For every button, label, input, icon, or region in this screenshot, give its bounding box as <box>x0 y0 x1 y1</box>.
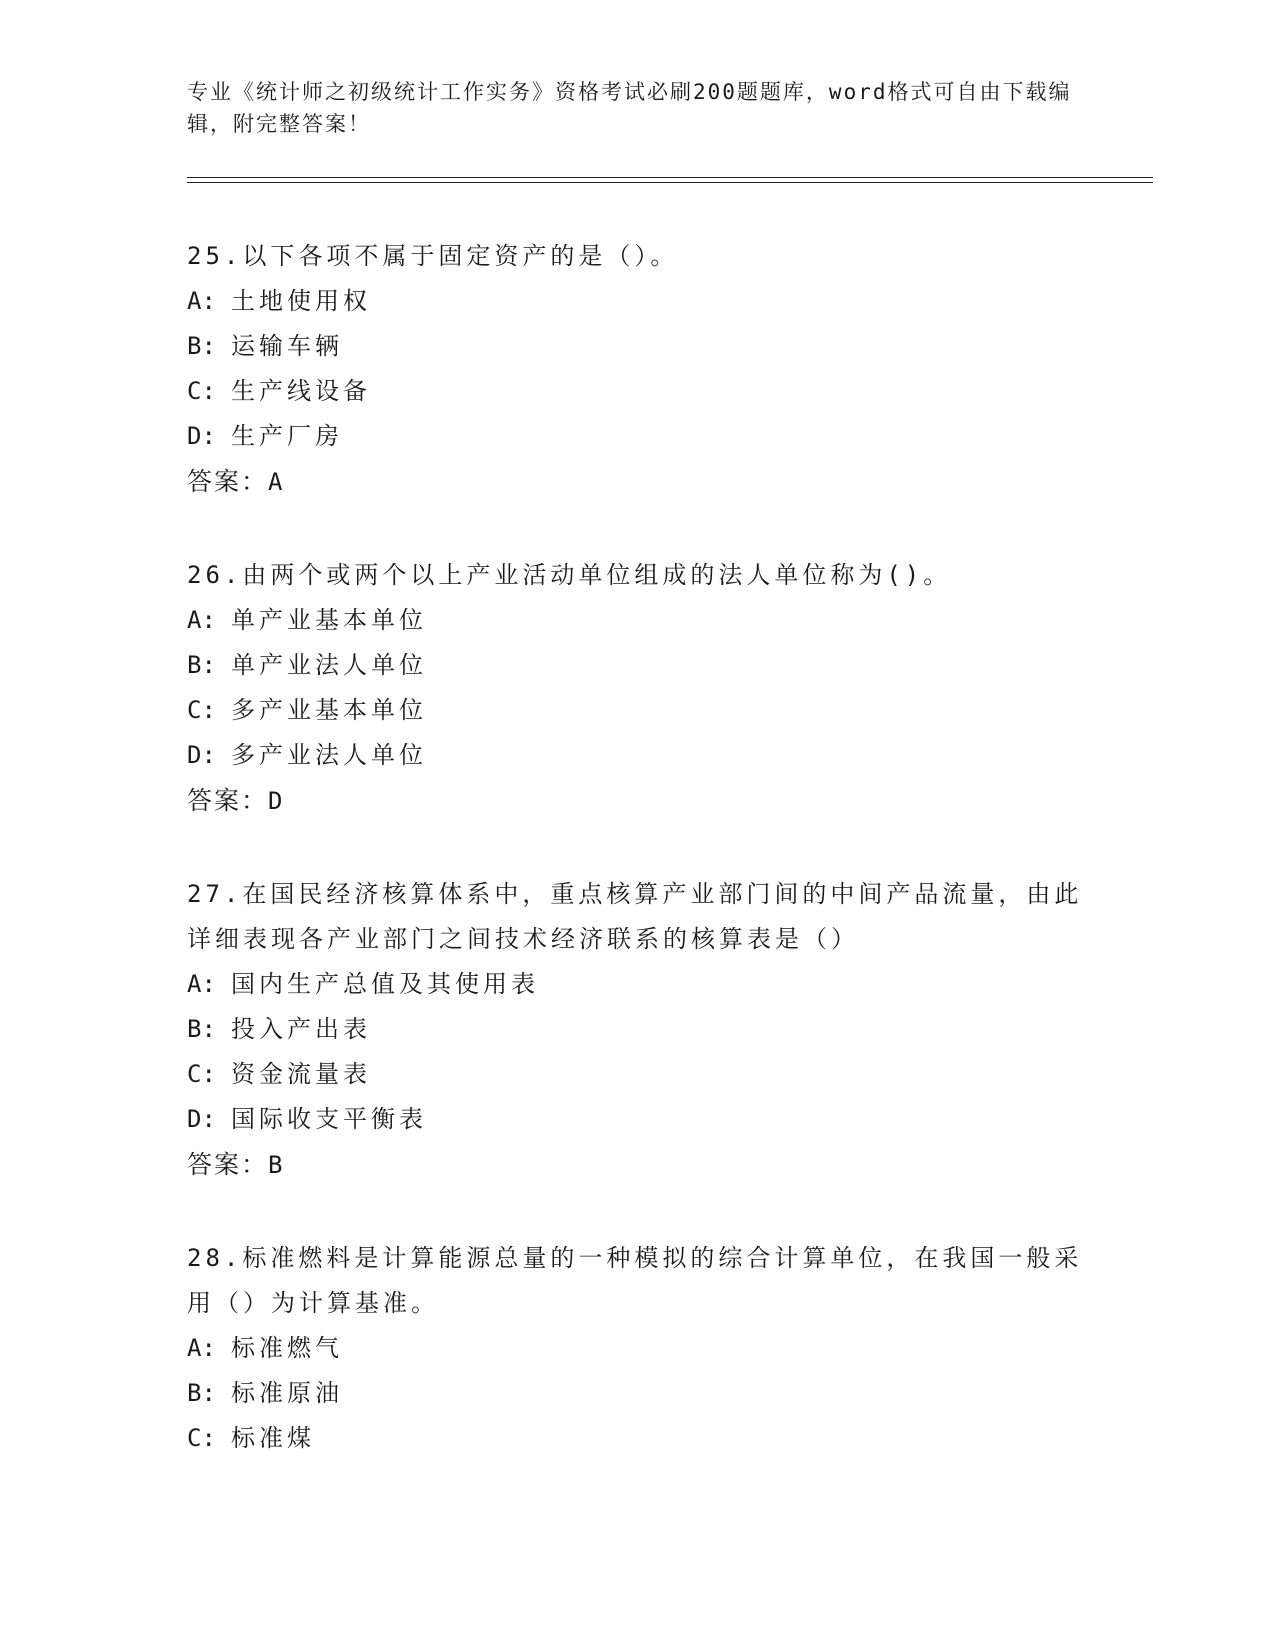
option-d <box>187 733 1087 778</box>
answer-line <box>187 778 1087 824</box>
option-letter: B: <box>187 1015 216 1043</box>
question-26 <box>187 553 1087 824</box>
option-letter: C: <box>187 1424 216 1452</box>
option-text: 资金流量表 <box>231 1060 371 1088</box>
answer-label: 答案： <box>187 467 269 496</box>
answer-line <box>187 459 1087 505</box>
document-header: 专业《统计师之初级统计工作实务》资格考试必刷200题题库，word格式可自由下载编辑，附完整答案！ <box>187 80 1072 136</box>
question-text: 25.以下各项不属于固定资产的是（）。 <box>187 242 679 270</box>
option-a <box>187 1326 1087 1371</box>
header-rule-top <box>187 177 1153 178</box>
question-text: 27.在国民经济核算体系中，重点核算产业部门间的中间产品流量，由此详细表现各产业部门之间技术经济联系的核算表是（） <box>187 880 1083 953</box>
header-rule-bottom <box>187 182 1153 183</box>
option-letter: B: <box>187 1379 216 1407</box>
option-letter: D: <box>187 741 216 769</box>
option-a <box>187 598 1087 643</box>
answer-line <box>187 1142 1087 1188</box>
option-letter: A: <box>187 1334 216 1362</box>
answer-value: A <box>268 468 285 496</box>
option-d <box>187 1097 1087 1142</box>
option-letter: A: <box>187 287 216 315</box>
option-letter: A: <box>187 970 216 998</box>
option-text: 标准原油 <box>231 1379 343 1407</box>
option-b <box>187 643 1087 688</box>
option-text: 生产线设备 <box>231 377 371 405</box>
option-text: 土地使用权 <box>231 287 371 315</box>
option-text: 运输车辆 <box>231 332 343 360</box>
question-text: 28.标准燃料是计算能源总量的一种模拟的综合计算单位，在我国一般采用（）为计算基准。 <box>187 1244 1083 1317</box>
option-b <box>187 1371 1087 1416</box>
option-letter: B: <box>187 651 216 679</box>
option-c <box>187 1052 1087 1097</box>
answer-label: 答案： <box>187 786 269 815</box>
option-text: 单产业法人单位 <box>231 651 427 679</box>
option-b <box>187 1007 1087 1052</box>
option-text: 投入产出表 <box>231 1015 371 1043</box>
option-text: 国际收支平衡表 <box>231 1105 427 1133</box>
option-text: 标准燃气 <box>231 1334 343 1362</box>
option-a <box>187 279 1087 324</box>
option-letter: D: <box>187 422 216 450</box>
answer-label: 答案： <box>187 1150 269 1179</box>
option-letter: A: <box>187 606 216 634</box>
option-text: 生产厂房 <box>231 422 343 450</box>
option-text: 多产业法人单位 <box>231 741 427 769</box>
question-27 <box>187 872 1087 1188</box>
option-b <box>187 324 1087 369</box>
option-letter: D: <box>187 1105 216 1133</box>
option-text: 标准煤 <box>231 1424 315 1452</box>
option-c <box>187 1416 1087 1461</box>
answer-value: B <box>268 1151 285 1179</box>
option-letter: C: <box>187 377 216 405</box>
option-letter: B: <box>187 332 216 360</box>
option-text: 单产业基本单位 <box>231 606 427 634</box>
option-a <box>187 962 1087 1007</box>
option-c <box>187 688 1087 733</box>
question-28 <box>187 1236 1087 1461</box>
answer-value: D <box>268 787 285 815</box>
option-text: 多产业基本单位 <box>231 696 427 724</box>
question-text: 26.由两个或两个以上产业活动单位组成的法人单位称为()。 <box>187 561 952 589</box>
option-text: 国内生产总值及其使用表 <box>231 970 539 998</box>
option-letter: C: <box>187 696 216 724</box>
option-letter: C: <box>187 1060 216 1088</box>
option-d <box>187 414 1087 459</box>
option-c <box>187 369 1087 414</box>
question-25 <box>187 234 1087 505</box>
